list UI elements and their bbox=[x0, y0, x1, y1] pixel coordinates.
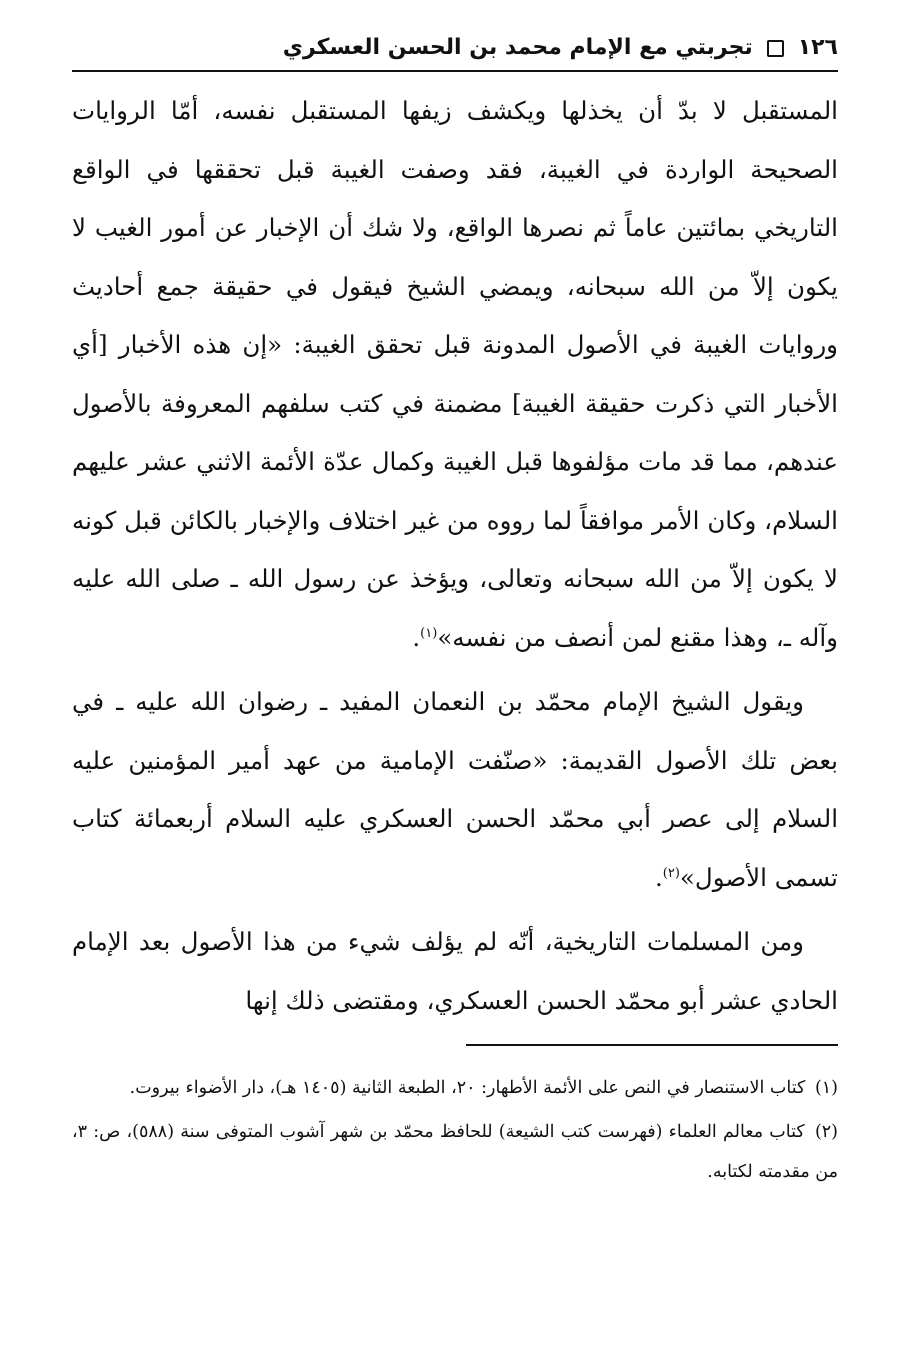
footnote-1-text: كتاب الاستنصار في النص على الأئمة الأطهار: ٢٠، الطبعة الثانية (١٤٠٥ هـ)، دار الأضواء بيروت. bbox=[129, 1078, 806, 1098]
page-number: ١٢٦ bbox=[797, 35, 838, 60]
paragraph-2-period: . bbox=[654, 862, 663, 892]
main-text bbox=[72, 82, 838, 1030]
square-ornament-icon bbox=[767, 40, 784, 57]
header-rule bbox=[72, 70, 838, 72]
footnotes bbox=[72, 1068, 838, 1192]
running-head bbox=[72, 28, 838, 68]
footnote-1-number: (١) bbox=[814, 1078, 838, 1098]
paragraph-2-text: ويقول الشيخ الإمام محمّد بن النعمان المفيد ـ رضوان الله عليه ـ في بعض تلك الأصول القديمة: «صنّفت الإمامية من عهد أمير المؤمنين عليه السلام إلى عصر أبي محمّد الحسن العسكري عليه السلام أربعمائة كتاب تسمى الأصول» bbox=[72, 687, 838, 892]
footnote-1 bbox=[72, 1068, 838, 1108]
paragraph-1-period: . bbox=[412, 622, 421, 652]
paragraph-1 bbox=[72, 82, 838, 667]
book-page bbox=[72, 28, 838, 1332]
paragraph-3: ومن المسلمات التاريخية، أنّه لم يؤلف شيء من هذا الأصول بعد الإمام الحادي عشر أبو محمّد الحسن العسكري، ومقتضى ذلك إنها bbox=[72, 927, 838, 1015]
paragraph-1-text: المستقبل لا بدّ أن يخذلها ويكشف زيفها المستقبل نفسه، أمّا الروايات الصحيحة الواردة في الغيبة، فقد وصفت الغيبة قبل تحققها في الواقع التاريخي بمائتين عاماً ثم نصرها الواقع، ولا شك أن الإخبار عن أمور الغيب لا يكون إلاّ من الله سبحانه، ويمضي الشيخ فيقول في حقيقة جمع أحاديث وروايات الغيبة في الأصول المدونة قبل تحقق الغيبة: «إن هذه الأخبار [أي الأخبار التي ذكرت حقيقة الغيبة] مضمنة في كتب سلفهم المعروفة بالأصول عندهم، مما قد مات مؤلفوها قبل الغيبة وكمال عدّة الأئمة الاثني عشر عليهم السلام، وكان الأمر موافقاً لما رووه من غير اختلاف والإخبار بالكائن قبل كونه لا يكون إلاّ من الله سبحانه وتعالى، ويؤخذ عن رسول الله ـ صلى الله عليه وآله ـ، وهذا مقنع لمن أنصف من نفسه» bbox=[72, 96, 838, 652]
footnote-ref-1[interactable]: (١) bbox=[420, 625, 438, 641]
running-head-title: تجربتي مع الإمام محمد بن الحسن العسكري bbox=[282, 35, 753, 60]
footnote-2-number: (٢) bbox=[814, 1122, 838, 1142]
footnote-2 bbox=[72, 1112, 838, 1192]
footnote-rule bbox=[466, 1044, 838, 1046]
paragraph-2 bbox=[72, 673, 838, 907]
footnote-2-text: كتاب معالم العلماء (فهرست كتب الشيعة) للحافظ محمّد بن شهر آشوب المتوفى سنة (٥٨٨)، ص: ٣، من مقدمته لكتابه. bbox=[72, 1122, 838, 1182]
footnote-ref-2[interactable]: (٢) bbox=[662, 865, 680, 881]
